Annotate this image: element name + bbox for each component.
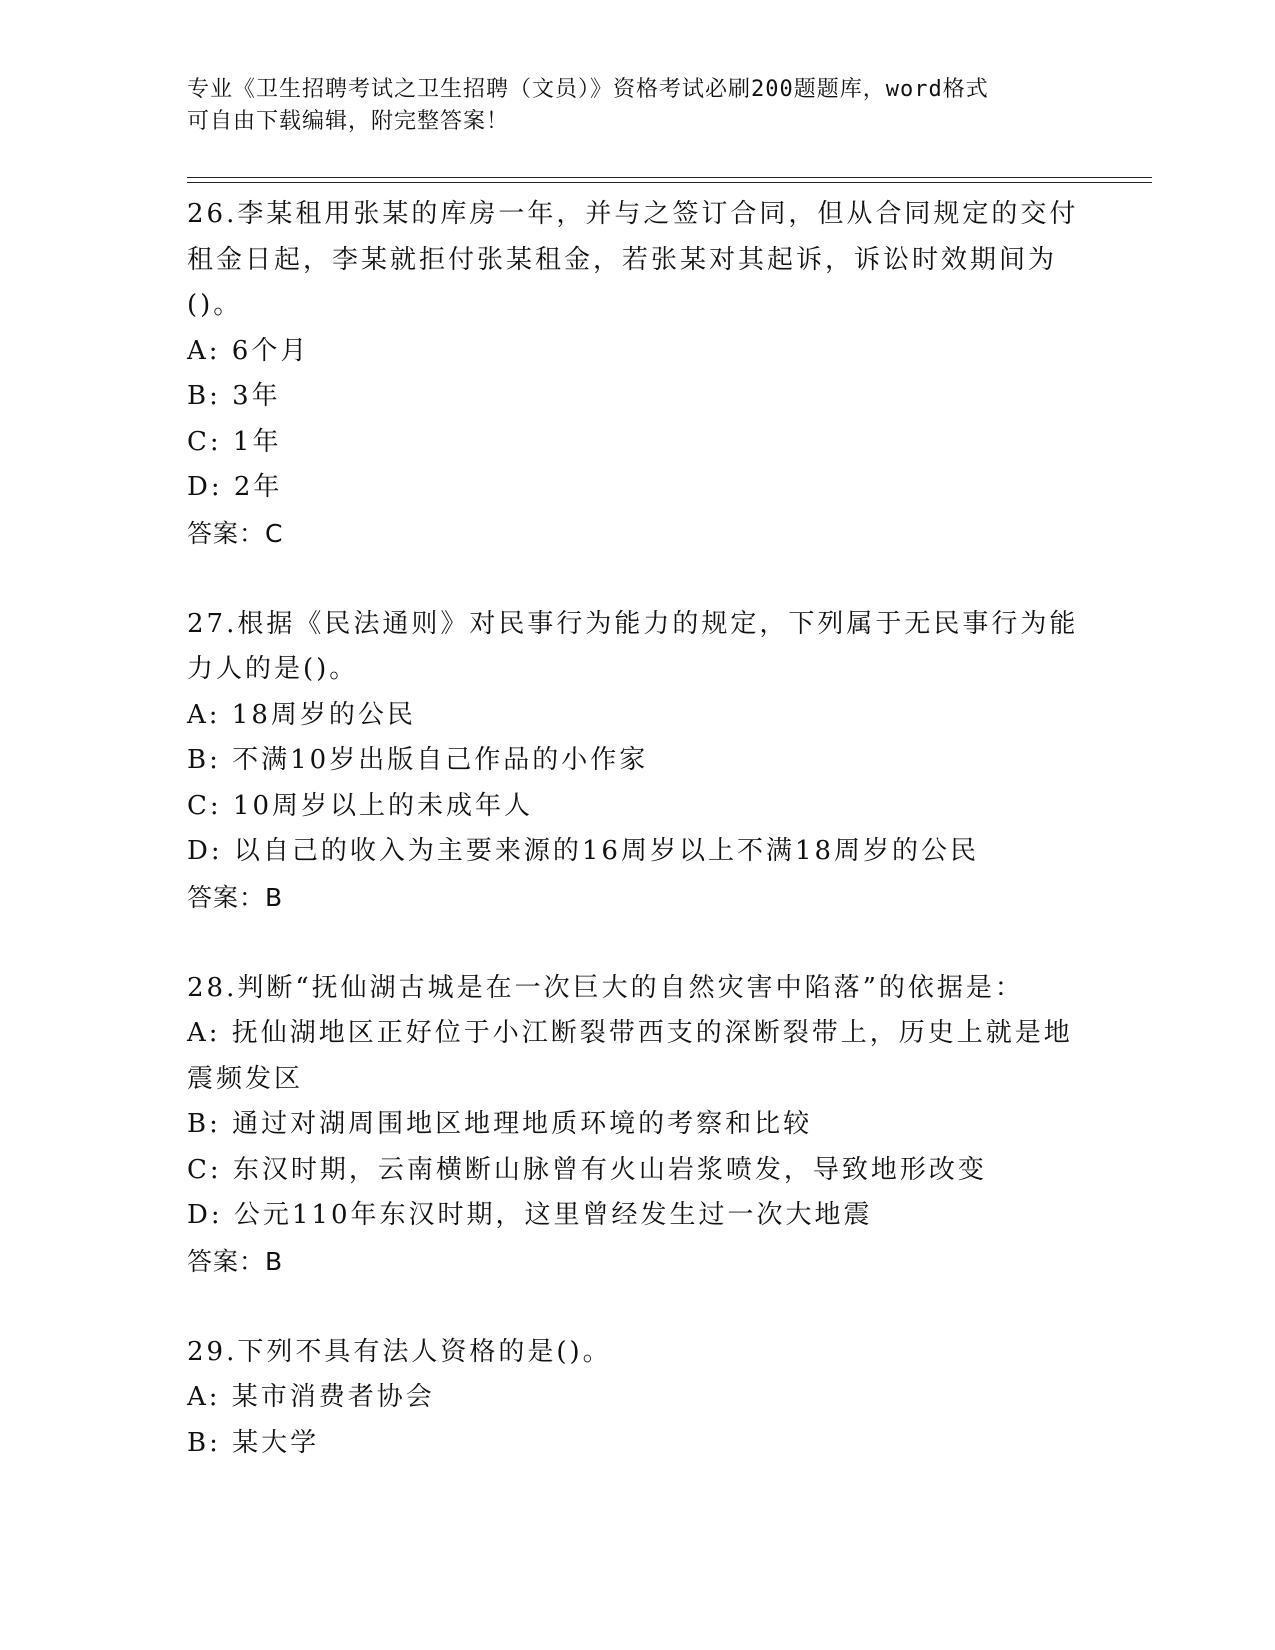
question-26	[187, 192, 1087, 556]
option-d: D: 以自己的收入为主要来源的16周岁以上不满18周岁的公民	[187, 836, 980, 866]
option-a: A: 18周岁的公民	[187, 699, 416, 730]
option-b: B: 通过对湖周围地区地理地质环境的考察和比较	[187, 1109, 813, 1139]
option-b: B: 3年	[187, 381, 281, 411]
option-c: C: 东汉时期，云南横断山脉曾有火山岩浆喷发，导致地形改变	[187, 1154, 987, 1185]
question-stem-line: 26.李某租用张某的库房一年，并与之签订合同，但从合同规定的交付	[187, 199, 1079, 229]
question-stem-line: 29.下列不具有法人资格的是()。	[187, 1336, 612, 1367]
answer-text: 答案：B	[187, 1246, 284, 1276]
header-line-2: 可自由下载编辑，附完整答案！	[187, 109, 510, 134]
option-a: A: 某市消费者协会	[187, 1382, 435, 1412]
question-stem-line: 力人的是()。	[187, 654, 359, 684]
question-spacer	[187, 556, 1087, 602]
option-b: B: 某大学	[187, 1427, 320, 1458]
question-spacer	[187, 920, 1087, 966]
question-spacer	[187, 1284, 1087, 1330]
option-c: C: 10周岁以上的未成年人	[187, 790, 534, 821]
question-28	[187, 966, 1087, 1285]
question-list	[187, 192, 1087, 1466]
answer-text: 答案：B	[187, 882, 284, 912]
option-c: C: 1年	[187, 426, 282, 457]
question-stem-line: 28.判断“抚仙湖古城是在一次巨大的自然灾害中陷落”的依据是：	[187, 972, 1024, 1003]
document-header	[187, 74, 1067, 138]
question-stem-line: 租金日起，李某就拒付张某租金，若张某对其起诉，诉讼时效期间为	[187, 244, 1058, 275]
option-a: A: 6个月	[187, 335, 310, 366]
question-29	[187, 1330, 1087, 1467]
header-divider-bottom	[187, 182, 1152, 183]
question-stem-line: 27.根据《民法通则》对民事行为能力的规定，下列属于无民事行为能	[187, 608, 1079, 639]
question-stem-line: ()。	[187, 290, 243, 320]
option-b: B: 不满10岁出版自己作品的小作家	[187, 745, 649, 775]
question-27	[187, 602, 1087, 921]
option-a: A: 抚仙湖地区正好位于小江断裂带西支的深断裂带上，历史上就是地	[187, 1018, 1073, 1048]
option-d: D: 公元110年东汉时期，这里曾经发生过一次大地震	[187, 1200, 873, 1230]
header-line-1: 专业《卫生招聘考试之卫生招聘（文员）》资格考试必刷200题题库，word格式	[187, 77, 989, 102]
header-divider-top	[187, 177, 1152, 178]
option-a-continued: 震频发区	[187, 1063, 304, 1094]
answer-text: 答案：C	[187, 518, 284, 548]
option-d: D: 2年	[187, 472, 283, 502]
